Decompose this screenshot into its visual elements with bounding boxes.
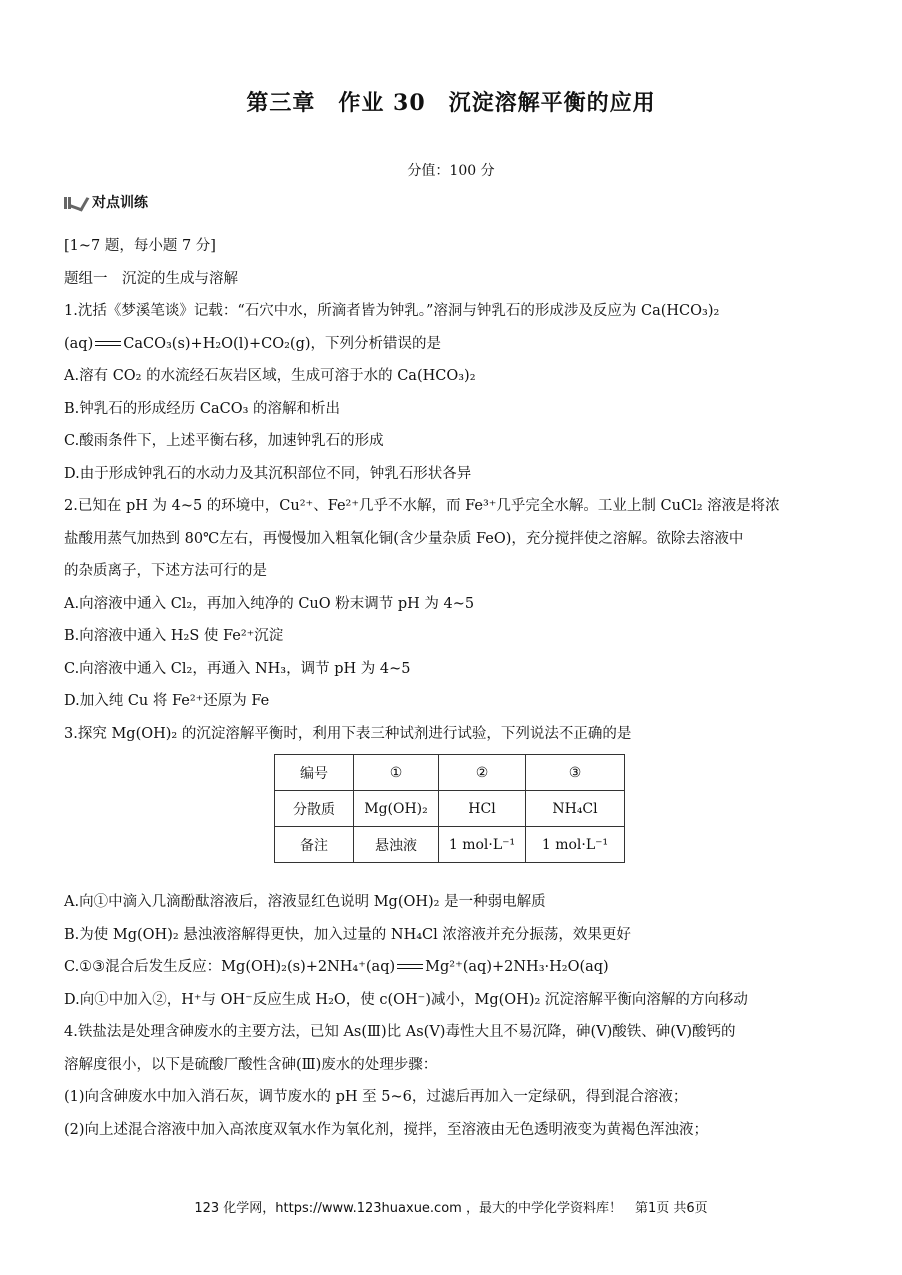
table-cell: 编号 bbox=[275, 755, 354, 791]
q1-option-c: C.酸雨条件下，上述平衡右移，加速钟乳石的形成 bbox=[64, 433, 384, 449]
table-cell: 悬浊液 bbox=[354, 827, 439, 863]
score-info: 分值：100 分 bbox=[407, 163, 495, 179]
table-cell: ③ bbox=[526, 755, 625, 791]
table-cell: NH₄Cl bbox=[526, 791, 625, 827]
equilibrium-arrow-icon bbox=[397, 964, 423, 970]
page-title: 第三章 作业 30 沉淀溶解平衡的应用 bbox=[246, 90, 656, 116]
q2-option-d: D.加入纯 Cu 将 Fe²⁺还原为 Fe bbox=[64, 693, 270, 709]
section-heading bbox=[64, 192, 148, 212]
table-cell: ① bbox=[354, 755, 439, 791]
table-row bbox=[275, 755, 625, 791]
q2-option-a: A.向溶液中通入 Cl₂，再加入纯净的 CuO 粉末调节 pH 为 4~5 bbox=[64, 595, 475, 612]
reagent-table bbox=[274, 754, 625, 863]
table-cell: 1 mol·L⁻¹ bbox=[526, 827, 625, 863]
section-title: 对点训练 bbox=[92, 195, 148, 211]
q4-stem-cont: 溶解度很小，以下是硫酸厂酸性含砷(Ⅲ)废水的处理步骤： bbox=[64, 1056, 438, 1073]
q3-option-c: C.①③混合后发生反应：Mg(OH)₂(s)+2NH₄⁺(aq) Mg²⁺(aq)+2NH₃·H₂O(aq) bbox=[64, 959, 609, 975]
q2-stem-cont2: 的杂质离子，下述方法可行的是 bbox=[64, 563, 267, 579]
q3-option-d: D.向①中加入②，H⁺与 OH⁻反应生成 H₂O，使 c(OH⁻)减小，Mg(OH)₂ 沉淀溶解平衡向溶解的方向移动 bbox=[64, 991, 748, 1008]
q2-stem: 2.已知在 pH 为 4~5 的环境中，Cu²⁺、Fe²⁺几乎不水解，而 Fe³⁺几乎完全水解。工业上制 CuCl₂ 溶液是将浓 bbox=[64, 498, 780, 514]
table-cell: 分散质 bbox=[275, 791, 354, 827]
question-body bbox=[64, 230, 839, 750]
table-cell: HCl bbox=[439, 791, 526, 827]
checkmark-icon bbox=[64, 195, 84, 209]
q1-option-a: A.溶有 CO₂ 的水流经石灰岩区域，生成可溶于水的 Ca(HCO₃)₂ bbox=[64, 368, 476, 384]
q4-step-1: (1)向含砷废水中加入消石灰，调节废水的 pH 至 5~6，过滤后再加入一定绿矾，得到混合溶液； bbox=[64, 1089, 688, 1105]
q1-stem: 1.沈括《梦溪笔谈》记载：“石穴中水，所滴者皆为钟乳。”溶洞与钟乳石的形成涉及反应为 Ca(HCO₃)₂ bbox=[64, 303, 720, 319]
page-footer: 123 化学网，https://www.123huaxue.com ，最大的中学化学资料库！ 第1页 共6页 bbox=[194, 1201, 708, 1216]
q1-option-b: B.钟乳石的形成经历 CaCO₃ 的溶解和析出 bbox=[64, 400, 341, 417]
question-body-continued bbox=[64, 886, 854, 1146]
table-row bbox=[275, 791, 625, 827]
score-note: [1~7 题，每小题 7 分] bbox=[64, 238, 216, 254]
table-cell: ② bbox=[439, 755, 526, 791]
q1-stem-cont: (aq) CaCO₃(s)+H₂O(l)+CO₂(g)，下列分析错误的是 bbox=[64, 335, 442, 352]
table-cell: Mg(OH)₂ bbox=[354, 791, 439, 827]
q3-option-b: B.为使 Mg(OH)₂ 悬浊液溶解得更快，加入过量的 NH₄Cl 浓溶液并充分振荡，效果更好 bbox=[64, 926, 631, 943]
q2-option-c: C.向溶液中通入 Cl₂，再通入 NH₃，调节 pH 为 4~5 bbox=[64, 660, 411, 677]
q2-option-b: B.向溶液中通入 H₂S 使 Fe²⁺沉淀 bbox=[64, 628, 284, 644]
group-title: 题组一 沉淀的生成与溶解 bbox=[64, 270, 238, 287]
equilibrium-arrow-icon bbox=[95, 341, 121, 347]
q4-step-2: (2)向上述混合溶液中加入高浓度双氧水作为氧化剂，搅拌，至溶液由无色透明液变为黄褐色浑浊液； bbox=[64, 1121, 709, 1138]
q1-option-d: D.由于形成钟乳石的水动力及其沉积部位不同，钟乳石形状各异 bbox=[64, 465, 472, 482]
table-cell: 1 mol·L⁻¹ bbox=[439, 827, 526, 863]
q3-stem: 3.探究 Mg(OH)₂ 的沉淀溶解平衡时，利用下表三种试剂进行试验，下列说法不正确的是 bbox=[64, 725, 632, 742]
q2-stem-cont: 盐酸用蒸气加热到 80℃左右，再慢慢加入粗氧化铜(含少量杂质 FeO)，充分搅拌使之溶解。欲除去溶液中 bbox=[64, 530, 744, 547]
q3-option-a: A.向①中滴入几滴酚酞溶液后，溶液显红色说明 Mg(OH)₂ 是一种弱电解质 bbox=[64, 894, 546, 910]
table-row bbox=[275, 827, 625, 863]
q4-stem: 4.铁盐法是处理含砷废水的主要方法，已知 As(Ⅲ)比 As(Ⅴ)毒性大且不易沉降，砷(Ⅴ)酸铁、砷(Ⅴ)酸钙的 bbox=[64, 1024, 736, 1040]
table-cell: 备注 bbox=[275, 827, 354, 863]
